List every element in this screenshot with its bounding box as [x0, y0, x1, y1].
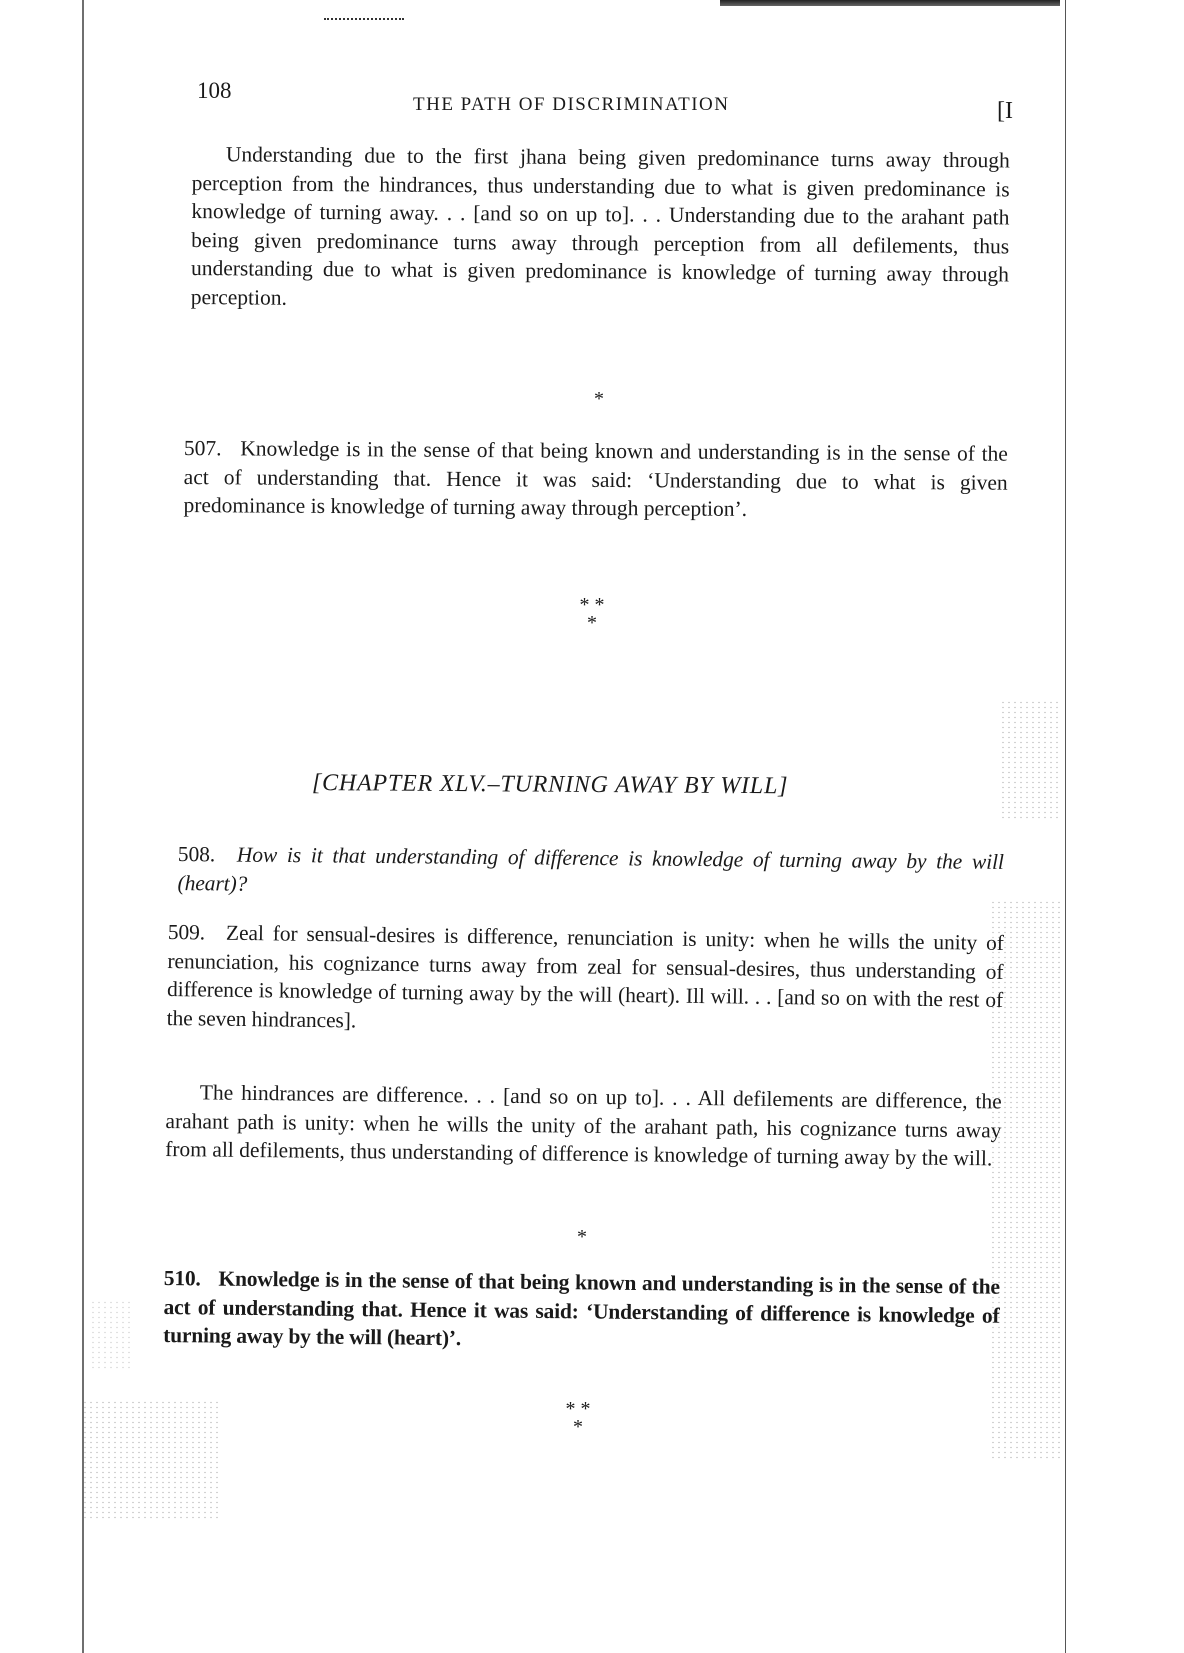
- paragraph-number: 509.: [167, 919, 206, 945]
- paragraph-510: [163, 1264, 1000, 1358]
- top-scan-mark: [324, 10, 404, 20]
- asterisk-bottom: *: [573, 1416, 583, 1438]
- scan-noise: [1000, 700, 1060, 820]
- section-separator-triple: [548, 1400, 608, 1440]
- paragraph-question: How is it that understanding of difference is knowledge of turning away by the will (heart)?: [177, 842, 1004, 896]
- paragraph-text: Understanding due to the first jhana being given predominance turns away through perception from the hindrances, thus understanding due to what is given predominance is knowledge of turning away. . . [and so on up to]. . . Understanding due to the arahant path being given predominance turns away through perception from all defilements, thus understanding due to what is given predominance is knowledge of turning away through perception.: [190, 142, 1010, 310]
- paragraph-509: [167, 918, 1004, 1043]
- paragraph-text: Knowledge is in the sense of that being known and understanding is in the sense of the act of understanding that. Hence it was said: ‘Understanding due to what is given predominance is knowledge of turning away through perception’.: [183, 436, 1008, 521]
- asterisk-bottom: *: [587, 612, 597, 634]
- top-scan-rule: [720, 0, 1060, 6]
- paragraph-text: Knowledge is in the sense of that being known and understanding is in the sense of the act of understanding that. Hence it was said: ‘Understanding of difference is knowledge of turning away by the will (heart)’.: [163, 1266, 1000, 1351]
- section-separator: [569, 390, 629, 430]
- paragraph-507: [183, 434, 1008, 525]
- paragraph-text: The hindrances are difference. . . [and so on up to]. . . All defilements are difference, the arahant path is unity: when he wills the unity of the arahant path, his cognizance turns away from all defilements, thus understanding of difference is knowledge of turning away by the will.: [165, 1080, 1002, 1171]
- section-separator-triple: [562, 596, 622, 636]
- paragraph-text: Zeal for sensual-desires is difference, renunciation is unity: when he wills the unity of renunciation, his cognizance turns away from zeal for sensual-desires, thus understanding of difference is knowledge of turning away by the will (heart). Ill will. . . [and so on with the rest of the seven hindrances].: [166, 920, 1004, 1032]
- page-right-edge: [1065, 0, 1066, 1653]
- paragraph-number: 508.: [177, 841, 216, 867]
- asterisk: *: [594, 388, 604, 410]
- paragraph-number: 510.: [163, 1265, 201, 1291]
- scan-noise: [90, 1300, 130, 1370]
- running-title: THE PATH OF DISCRIMINATION: [413, 94, 730, 115]
- section-separator: [552, 1228, 612, 1268]
- page-header: [197, 74, 1017, 124]
- paragraph-number: 507.: [183, 435, 222, 461]
- page-number: 108: [197, 78, 232, 103]
- paragraph-508: [177, 840, 1004, 905]
- asterisks-top: * *: [579, 594, 605, 616]
- header-bracket-mark: [I: [997, 98, 1013, 124]
- scan-noise: [82, 1400, 222, 1520]
- paragraph-continuation: [191, 140, 1010, 317]
- asterisk: *: [577, 1226, 587, 1248]
- chapter-heading: [CHAPTER XLV.–TURNING AWAY BY WILL]: [311, 770, 789, 800]
- paragraph-509-continued: [165, 1078, 1002, 1173]
- asterisks-top: * *: [565, 1398, 591, 1420]
